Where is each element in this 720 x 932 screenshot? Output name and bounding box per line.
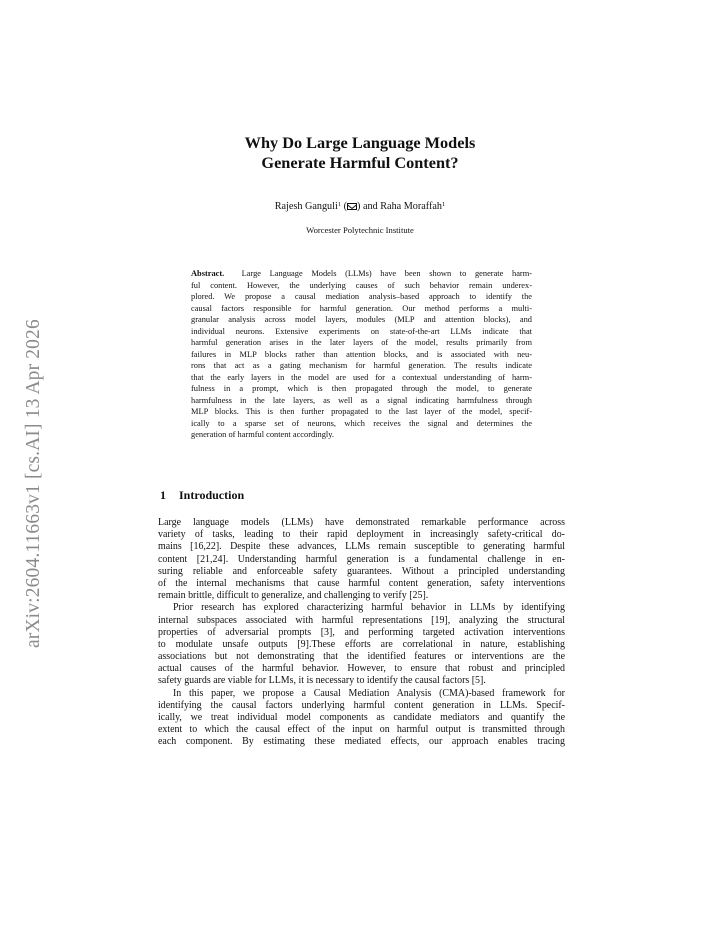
abstract-line: rons that act as a gating mechanism for harmful generation. The results indicate xyxy=(191,361,532,370)
body-line: properties of adversarial prompts [3], and performing targeted activation interventions xyxy=(158,626,565,638)
body-line: ically, we treat individual model components as candidate mediators and quantify the xyxy=(158,712,565,723)
affiliation-mark: 1 xyxy=(337,201,342,208)
abstract-line: harmful generation arises in the later layers of the model, results primarily from xyxy=(191,338,532,347)
body-line: mains [16,22]. Despite these advances, LLMs remain susceptible to generating harmful xyxy=(158,541,565,553)
body-line: each component. By estimating these mediated effects, our approach enables tracing xyxy=(158,736,565,748)
arxiv-identifier: arXiv:2604.11663v1 [cs.AI] 13 Apr 2026 xyxy=(23,319,44,648)
abstract-line: that the early layers in the model are used for a contextual understanding of harm- xyxy=(191,372,532,382)
abstract-line: harmfulness in the late layers, as well as a signal indicating harmfulness through xyxy=(191,395,532,405)
arxiv-stamp xyxy=(21,262,47,648)
body-line: content [21,24]. Understanding harmful generation is a fundamental challenge in en- xyxy=(158,553,565,565)
abstract-text: Large Language Models (LLMs) have been shown to generate harm- xyxy=(241,269,532,278)
abstract-line: fulness in a prompt, which is then propagated through the model, to generate xyxy=(191,384,532,393)
body-line: associations but not demonstrating that the identified features or interventions are the xyxy=(158,651,565,663)
body-line: actual causes of the harmful behavior. However, to ensure that robust and principled xyxy=(158,663,565,675)
abstract-line: MLP blocks. This is then further propagated to the last layer of the model, specif- xyxy=(191,407,532,416)
body-line: Large language models (LLMs) have demonstrated remarkable performance across xyxy=(158,517,565,528)
title-line: Generate Harmful Content? xyxy=(261,153,459,172)
affiliation: Worcester Polytechnic Institute xyxy=(306,225,414,235)
affiliation-mark: 1 xyxy=(442,201,446,208)
envelope-icon xyxy=(347,203,357,210)
body-line: suring reliable and enforceable safety guarantees. Without a principled understanding xyxy=(158,565,565,577)
abstract-line: failures in MLP blocks rather than attention blocks, and is associated with neu- xyxy=(191,349,532,359)
body-line: safety guards are viable for LLMs, it is necessary to identify the causal factors [5]. xyxy=(158,675,486,687)
body-text xyxy=(158,517,565,749)
body-line: remain brittle, difficult to generalize, and challenging to verify [25]. xyxy=(158,590,429,602)
author-name: Rajesh Ganguli xyxy=(274,201,338,212)
body-line: Prior research has explored characterizing harmful behavior in LLMs by identifying xyxy=(173,602,565,614)
author-name: Raha Moraffah xyxy=(380,201,443,212)
body-line: of the internal mechanisms that cause harmful content generation, safety interventions xyxy=(158,577,565,589)
abstract-line: ically to a sparse set of neurons, which receives the signal and determines the xyxy=(191,418,532,428)
abstract-line: plored. We propose a causal mediation analysis–based approach to identify the xyxy=(191,292,532,301)
body-line: identifying the causal factors underlying harmful content generation in LLMs. Specif- xyxy=(158,699,565,711)
abstract xyxy=(191,268,532,441)
author-connector: and xyxy=(360,201,381,212)
body-line: In this paper, we propose a Causal Mediation Analysis (CMA)-based framework for xyxy=(173,687,565,699)
body-line: extent to which the causal effect of the input on harmful output is transmitted through xyxy=(158,724,565,736)
abstract-line: ful content. However, the underlying causes of such behavior remain underex- xyxy=(191,280,532,290)
abstract-line: causal factors responsible for harmful generation. Our method performs a multi- xyxy=(191,303,532,313)
body-line: to modulate unsafe outputs [9].These efforts are correlational in nature, establishing xyxy=(158,638,565,650)
section-title: Introduction xyxy=(179,488,245,502)
body-line: variety of tasks, leading to their rapid deployment in increasingly safety-critical do- xyxy=(158,529,565,541)
abstract-line xyxy=(191,268,532,280)
title-line: Why Do Large Language Models xyxy=(244,133,476,152)
section-number: 1 xyxy=(160,488,166,502)
section-heading xyxy=(160,487,244,503)
body-line: internal subspaces associated with harmful representations [19], analyzing the structural xyxy=(158,614,565,626)
author-list: Rajesh Ganguli$^1$ ( ) and Raha Moraffah$^1$ xyxy=(274,201,446,212)
abstract-line: generation of harmful content accordingly. xyxy=(191,430,334,439)
paper-title xyxy=(160,133,560,173)
abstract-line: individual neurons. Extensive experiments on state-of-the-art LLMs indicate that xyxy=(191,326,532,336)
abstract-label: Abstract. xyxy=(191,269,225,278)
abstract-line: granular analysis across model layers, modules (MLP and attention blocks), and xyxy=(191,315,532,324)
